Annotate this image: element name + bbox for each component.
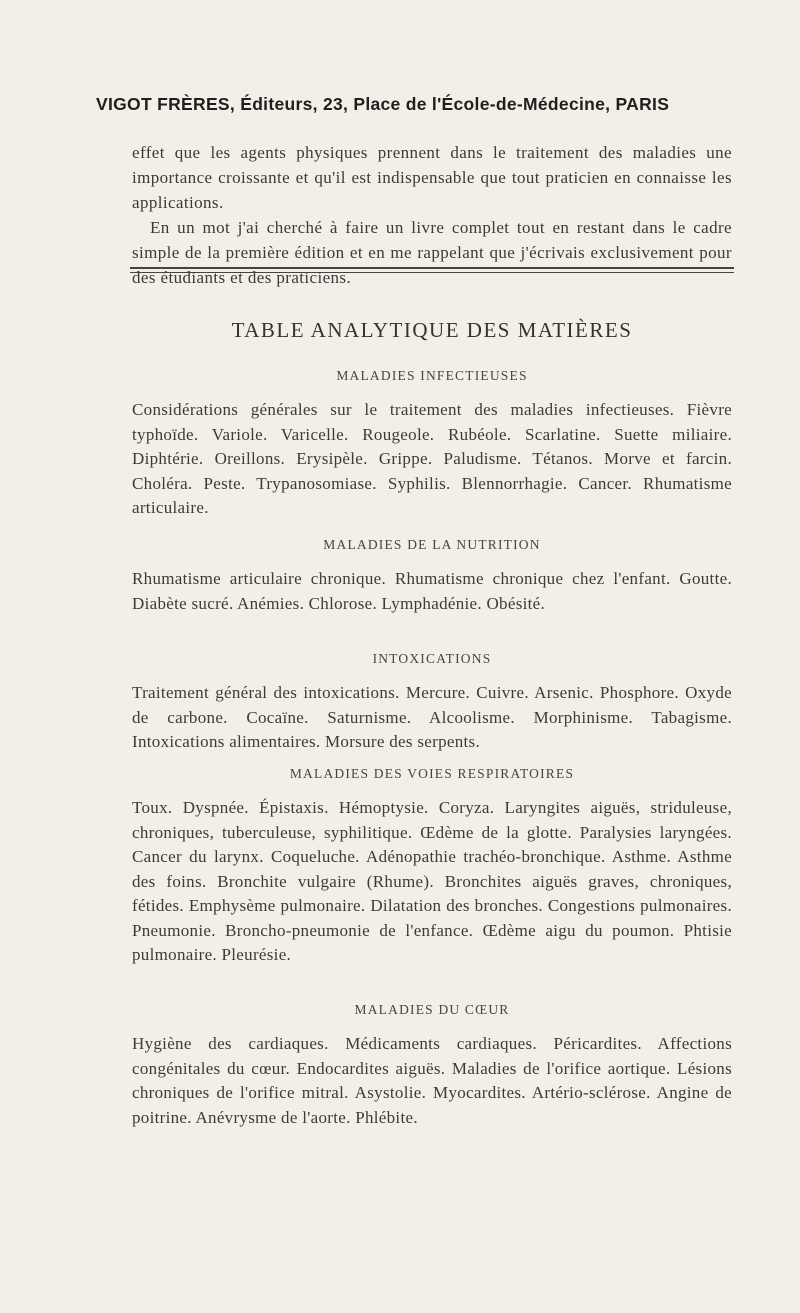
toc-section-nutrition <box>132 537 732 616</box>
toc-section-heart <box>132 1002 732 1130</box>
toc-section-infectious <box>132 368 732 521</box>
toc-section-respiratory <box>132 766 732 968</box>
section-heading: MALADIES DE LA NUTRITION <box>323 537 541 552</box>
section-heading: MALADIES DU CŒUR <box>354 1002 510 1017</box>
section-text: Considérations générales sur le traitement des maladies infectieuses. Fièvre typhoïde. Variole. Varicelle. Rougeole. Rubéole. Scarlatine. Suette miliaire. Diphtérie. Oreillons. Erysipèle. Grippe. Paludisme. Tétanos. Morve et farcin. Choléra. Peste. Trypanosomiase. Syphilis. Blennorrhagie. Cancer. Rhumatisme articulaire. <box>132 400 732 517</box>
section-text: Rhumatisme articulaire chronique. Rhumatisme chronique chez l'enfant. Goutte. Diabète sucré. Anémies. Chlorose. Lymphadénie. Obésité. <box>132 569 732 613</box>
toc-section-intoxications <box>132 651 732 755</box>
section-text: Hygiène des cardiaques. Médicaments cardiaques. Péricardites. Affections congénitales du cœur. Endocardites aiguës. Maladies de l'orifice aortique. Lésions chroniques de l'orifice mitral. Asystolie. Myocardites. Artério-sclérose. Angine de poitrine. Anévrysme de l'aorte. Phlébite. <box>132 1034 732 1127</box>
section-text: Traitement général des intoxications. Mercure. Cuivre. Arsenic. Phosphore. Oxyde de carbone. Cocaïne. Saturnisme. Alcoolisme. Morphinisme. Tabagisme. Intoxications alimentaires. Morsure des serpents. <box>132 683 732 751</box>
preface-paragraph: effet que les agents physiques prennent dans le traitement des maladies une importance croissante et qu'il est indispensable que tout praticien en connaisse les applications. <box>132 143 732 212</box>
divider-rule <box>130 272 734 273</box>
preface-paragraph: En un mot j'ai cherché à faire un livre complet tout en restant dans le cadre simple de la première édition et en me rappelant que j'écrivais exclusivement pour des étudiants et des praticiens. <box>132 218 732 287</box>
section-text: Toux. Dyspnée. Épistaxis. Hémoptysie. Coryza. Laryngites aiguës, striduleuse, chroniques, tuberculeuse, syphilitique. Œdème de la glotte. Paralysies laryngées. Cancer du larynx. Coqueluche. Adénopathie trachéo-bronchique. Asthme. Asthme des foins. Bronchite vulgaire (Rhume). Bronchites aiguës graves, chroniques, fétides. Emphysème pulmonaire. Dilatation des bronches. Congestions pulmonaires. Pneumonie. Broncho-pneumonie de l'enfance. Œdème aigu du poumon. Phtisie pulmonaire. Pleurésie. <box>132 798 732 964</box>
divider-rule <box>130 267 734 269</box>
publisher-header: VIGOT FRÈRES, Éditeurs, 23, Place de l'École-de-Médecine, PARIS <box>96 94 670 114</box>
toc-title: TABLE ANALYTIQUE DES MATIÈRES <box>231 318 633 342</box>
section-heading: MALADIES DES VOIES RESPIRATOIRES <box>289 766 575 781</box>
section-heading: MALADIES INFECTIEUSES <box>336 368 528 383</box>
section-heading: INTOXICATIONS <box>372 651 492 666</box>
